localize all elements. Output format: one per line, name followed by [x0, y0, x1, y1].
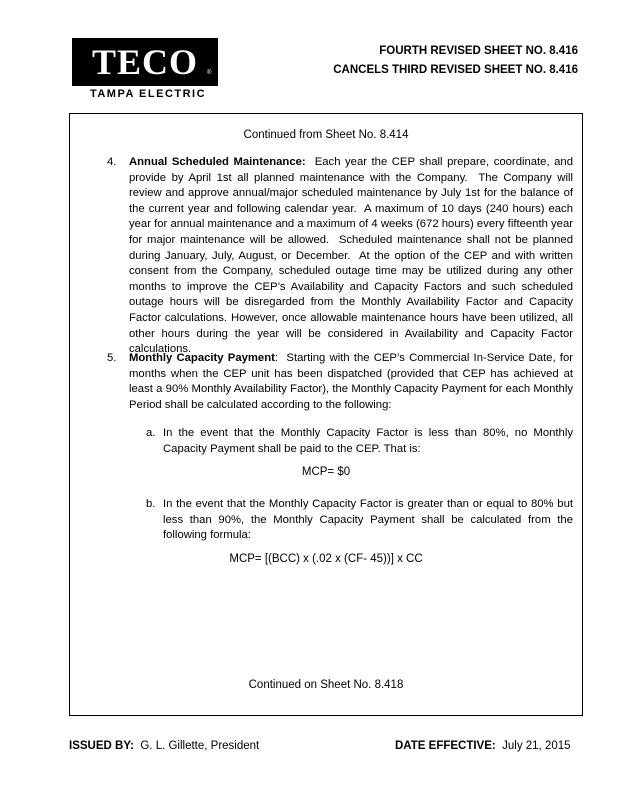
teco-logo: [72, 38, 218, 86]
logo-registered-mark: ®: [207, 70, 212, 76]
formula-b: MCP= [(BCC) x (.02 x (CF- 45))] x CC: [229, 553, 423, 565]
logo-subtitle: TAMPA ELECTRIC: [89, 88, 207, 100]
subitem-letter: a.: [146, 427, 156, 439]
item-body: [129, 351, 577, 413]
item-text: : Starting with the CEP’s Commercial In-Service Date, for months when the CEP unit has been dispatched (provided that CEP has achieved at least a 90% Monthly Availability Factor), the Monthly Capacity Payment for each Monthly Period shall be calculated according to the following:: [129, 352, 577, 411]
subitem-letter: b.: [146, 498, 156, 510]
continued-on: Continued on Sheet No. 8.418: [248, 679, 404, 691]
subitem-text: In the event that the Monthly Capacity Factor is greater than or equal to 80% but less than 90%, the Monthly Capacity Payment shall be calculated from the following formula:: [163, 498, 573, 542]
cancels-sheet: CANCELS THIRD REVISED SHEET NO. 8.416: [333, 64, 578, 76]
item-title: Monthly Capacity Payment: [129, 352, 275, 364]
issued-value: G. L. Gillette, President: [140, 740, 260, 752]
issued-label: ISSUED BY:: [69, 740, 134, 752]
logo-wordmark: TECO: [91, 42, 199, 82]
item-title: Annual Scheduled Maintenance:: [129, 156, 306, 168]
formula-a: MCP= $0: [301, 466, 351, 478]
sheet-header: [333, 42, 578, 80]
effective-value: July 21, 2015: [502, 740, 571, 752]
date-effective: [395, 740, 571, 752]
sheet-number: FOURTH REVISED SHEET NO. 8.416: [379, 45, 578, 57]
item-number: 5.: [107, 352, 117, 364]
subitem-text: In the event that the Monthly Capacity Factor is less than 80%, no Monthly Capacity Payment shall be paid to the CEP. That is:: [163, 427, 573, 455]
issued-by: [69, 740, 259, 752]
item-body: [129, 155, 577, 358]
item-number: 4.: [107, 156, 117, 168]
item-text: Each year the CEP shall prepare, coordinate, and provide by April 1st all planned maintenance with the Company. The Company will review and approve annual/major scheduled maintenance by July 1st for the balance of the current year and following calendar year. A maximum of 10 days (240 hours) each year for annual maintenance and a maximum of 4 weeks (672 hours) every fifteenth year for major maintenance will be allowed. Scheduled maintenance shall not be planned during January, July, August, or December. At the option of the CEP and with written consent from the Company, scheduled outage time may be utilized during any other months to improve the CEP’s Availability and Capacity Factors and such scheduled outage hours will be disregarded from the Monthly Availability Factor and Capacity Factor calculations. However, once allowable maintenance hours have been utilized, all other hours during the year will be considered in Availability and Capacity Factor calculations.: [129, 156, 577, 356]
continued-from: Continued from Sheet No. 8.414: [243, 129, 409, 141]
effective-label: DATE EFFECTIVE:: [395, 740, 496, 752]
